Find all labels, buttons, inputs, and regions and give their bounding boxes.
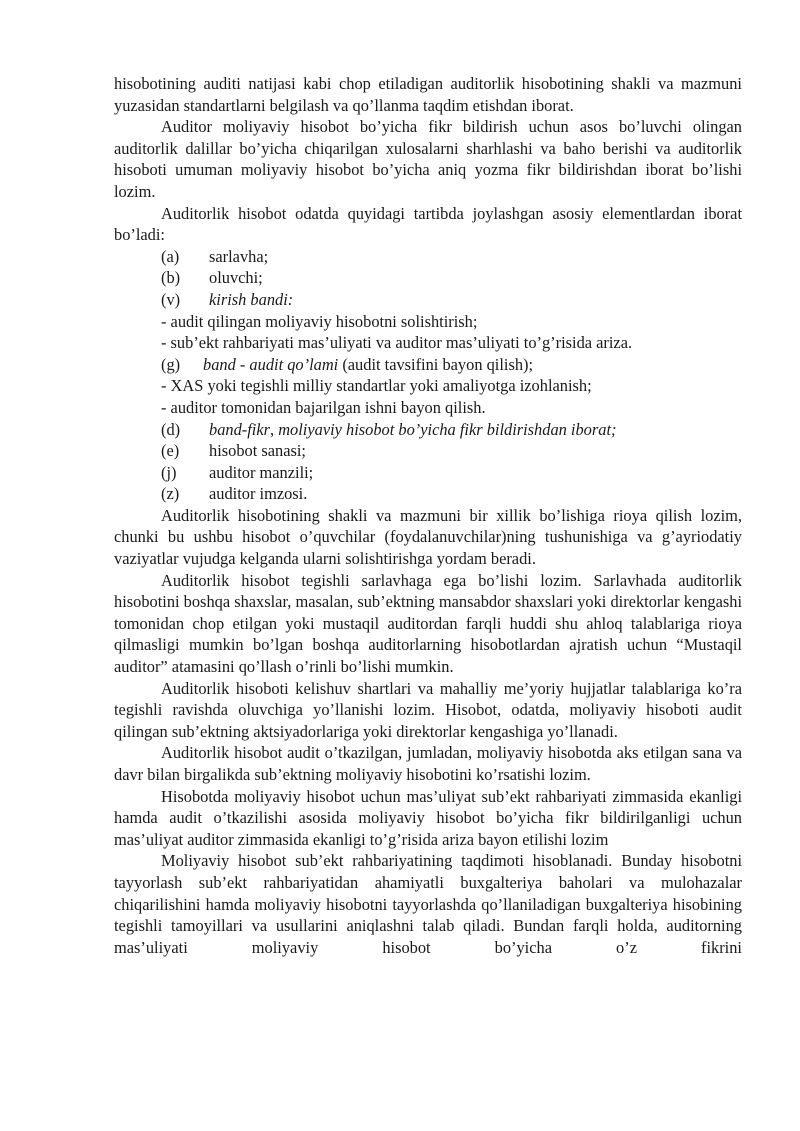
paragraph-uniformity: Auditorlik hisobotining shakli va mazmuni bir xillik bo’lishiga rioya qilish lozim, chunki bu ushbu hisobot o’quvchilar (foydalanuvchilar)ning tushunishiga va g’ayriodatiy vaziyatlar vujudga kelganda ularni solishtirishga yordam beradi. [114,505,742,569]
list-subitem: - XAS yoki tegishli milliy standartlar yoki amaliyotga izohlanish; [161,376,592,396]
list-item-text: oluvchi; [209,268,263,288]
paragraph-addressee: Auditorlik hisoboti kelishuv shartlari va mahalliy me’yoriy hujjatlar talablariga ko’ra tegishli ravishda oluvchiga yo’llanishi lozim. Hisobot, odatda, moliyaviy hisoboti audit qilingan sub’ektning aktsiyadorlariga yoki direktorlar kengashiga yo’llanadi. [114,678,742,741]
paragraph-elements-intro: Auditorlik hisobot odatda quyidagi tartibda joylashgan asosiy elementlardan iborat bo’ladi: [114,203,742,245]
paragraph-title-requirement: Auditorlik hisobot tegishli sarlavhaga ega bo’lishi lozim. Sarlavhada auditorlik hisobotini boshqa shaxslar, masalan, sub’ektning mansabdor shaxslari yoki direktorlar kengashi tomonidan chop etilgan yoki mustaqil auditordan farqli huddi shu ahloq talablariga rioya qilmasligi mumkin bo’lgan boshqa auditorlarning hisobotlardan ajratish uchun “Mustaqil auditor” atamasini qo’llash o’rinli bo’lishi mumkin. [114,570,742,677]
list-item-text [209,419,616,441]
list-item-d [114,419,742,441]
report-elements-list [114,246,742,505]
list-subitem: - audit qilingan moliyaviy hisobotni solishtirish; [161,311,478,331]
paragraph-report-period: Auditorlik hisobot audit o’tkazilgan, jumladan, moliyaviy hisobotda aks etilgan sana va davr bilan birgalikda sub’ektning moliyaviy hisobotini ko’rsatishi lozim. [114,743,742,784]
paragraph-auditor-opinion: Auditor moliyaviy hisobot bo’yicha fikr bildirish uchun asos bo’luvchi olingan auditorlik dalillar bo’yicha chiqarilgan xulosalarni sharhlashi va baho berishi va auditorlik hisoboti umuman moliyaviy hisobot bo’yicha aniq yozma fikr bildirishdan iborat bo’lishi lozim. [114,117,742,201]
list-marker: (j) [161,462,177,482]
list-item-text: kirish bandi: [209,289,294,309]
list-item-z [114,483,742,505]
list-item-text: hisobot sanasi; [209,441,306,461]
list-item-italic-text: band-fikr [209,419,271,439]
list-subitem: - auditor tomonidan bajarilgan ishni bayon qilish. [161,397,486,417]
paragraph-management-presentation: Moliyaviy hisobot sub’ekt rahbariyatining taqdimoti hisoblanadi. Bunday hisobotni tayyorlash sub’ekt rahbariyatidan ahamiyatli buxgalteriya baholari va mulohazalar chiqarilishini hamda moliyaviy hisobotni tayyorlashda qo’llaniladigan buxgalteriya hisobining tegishli tamoyillari va usullarini aniqlashni talab qiladi. Bundan farqli holda, auditorning mas’uliyati moliyaviy hisobot bo’yicha o’z fikrini [114,851,742,957]
list-marker: (b) [161,268,181,288]
list-item-text: auditor imzosi. [209,484,308,504]
list-item-v [114,289,742,311]
document-page [114,73,742,958]
list-subitem: - sub’ekt rahbariyati mas’uliyati va auditor mas’uliyati to’g’risida ariza. [161,333,633,353]
paragraph-responsibility: Hisobotda moliyaviy hisobot uchun mas’uliyat sub’ekt rahbariyati zimmasida ekanligi hamda audit o’tkazilishi asosida moliyaviy hisobot bo’yicha fikr bildirilganligi uchun mas’uliyat auditor zimmasida ekanligi to’g’risida ariza bayon etilishi lozim [114,786,742,849]
list-marker: (z) [161,484,180,504]
list-marker: (a) [161,246,180,266]
paragraph-intro-continuation: hisobotining auditi natijasi kabi chop etiladigan auditorlik hisobotining shakli va mazmuni yuzasidan standartlarni belgilash va qo’llanma taqdim etishdan iborat. [114,74,742,115]
list-item-separator: , [270,419,279,439]
list-item-b [114,267,742,289]
list-item-plain-text: (audit tavsifini bayon qilish); [338,354,534,374]
list-item-e [114,440,742,462]
list-item-text [203,354,533,376]
list-item-italic-text: moliyaviy hisobot bo’yicha fikr bildirishdan iborat; [278,419,617,439]
list-item-g [114,354,742,376]
list-marker: (g) [161,354,181,374]
list-marker: (v) [161,289,181,309]
list-item-italic-text: band - audit qo’lami [203,354,339,374]
list-item-text: auditor manzili; [209,462,314,482]
list-item-j [114,462,742,484]
list-item-text: sarlavha; [209,246,269,266]
list-item-a [114,246,742,268]
list-marker: (e) [161,441,180,461]
list-marker: (d) [161,419,181,439]
